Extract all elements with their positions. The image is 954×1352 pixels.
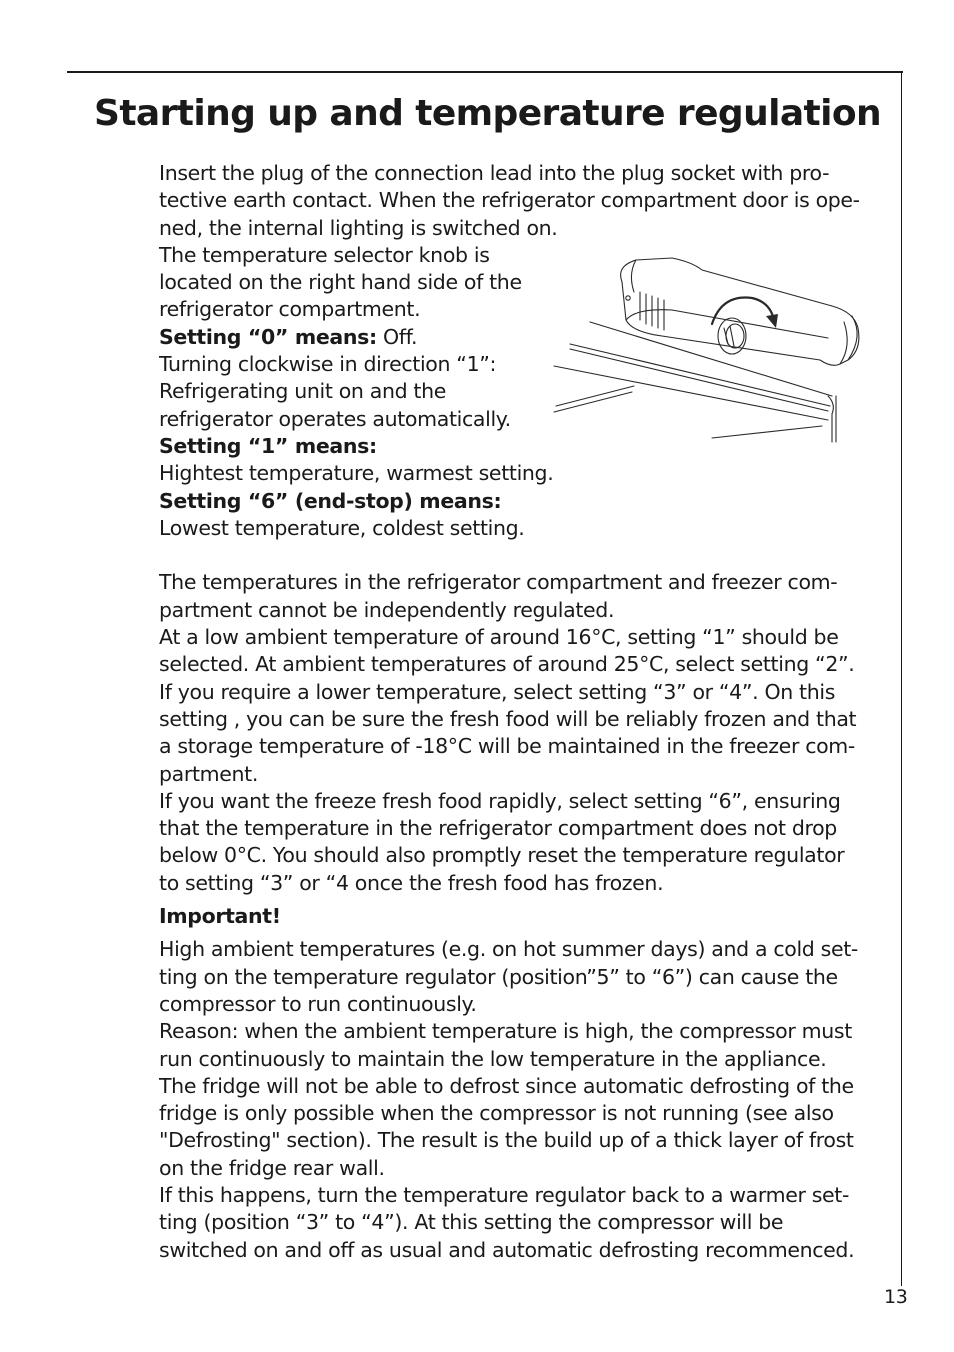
regulation-paragraph bbox=[159, 569, 873, 897]
text-line: selected. At ambient temperatures of around 25°C, select setting “2”. bbox=[159, 652, 855, 677]
text-line: ned, the internal lighting is switched on. bbox=[159, 215, 558, 240]
housing-seam bbox=[631, 260, 636, 292]
page-title: Starting up and temperature regulation bbox=[94, 93, 882, 134]
housing-end bbox=[840, 322, 847, 364]
intro-paragraph bbox=[159, 160, 873, 242]
text-line: The temperatures in the refrigerator compartment and freezer com- bbox=[159, 570, 838, 595]
text-line: If you require a lower temperature, select setting “3” or “4”. On this bbox=[159, 679, 836, 704]
setting-1-label: Setting “1” means: bbox=[159, 433, 377, 458]
text-line: fridge is only possible when the compressor is not running (see also bbox=[159, 1101, 834, 1126]
text-line: located on the right hand side of the bbox=[159, 270, 522, 295]
setting-6-label: Setting “6” (end-stop) means: bbox=[159, 488, 502, 513]
text-line: below 0°C. You should also promptly reset the temperature regulator bbox=[159, 843, 845, 868]
housing-seam bbox=[626, 310, 828, 338]
text-line: refrigerator compartment. bbox=[159, 297, 421, 322]
rail-line bbox=[590, 322, 832, 396]
text-line: to setting “3” or “4 once the fresh food has frozen. bbox=[159, 870, 664, 895]
thermostat-knob-illustration bbox=[552, 236, 868, 446]
wall-edge bbox=[828, 396, 833, 442]
text-line: The temperature selector knob is bbox=[159, 242, 490, 267]
text-line: refrigerator operates automatically. bbox=[159, 406, 511, 431]
shelf-line bbox=[556, 386, 634, 406]
paragraph-gap bbox=[159, 542, 873, 569]
text-line: partment cannot be independently regulated. bbox=[159, 597, 615, 622]
text-line: If this happens, turn the temperature regulator back to a warmer set- bbox=[159, 1182, 850, 1207]
knob-grip bbox=[730, 326, 734, 346]
shelf-line bbox=[554, 392, 632, 412]
shelf-line bbox=[554, 366, 828, 420]
text-line: High ambient temperatures (e.g. on hot summer days) and a cold set- bbox=[159, 937, 858, 962]
rail-line bbox=[570, 349, 828, 411]
setting-0-label: Setting “0” means: bbox=[159, 324, 377, 349]
text-line: At a low ambient temperature of around 16°C, setting “1” should be bbox=[159, 625, 839, 650]
side-rule bbox=[901, 71, 902, 1286]
page-number: 13 bbox=[884, 1286, 908, 1308]
text-line: Reason: when the ambient temperature is high, the compressor must bbox=[159, 1019, 852, 1044]
text-line: that the temperature in the refrigerator compartment does not drop bbox=[159, 816, 837, 841]
text-line: If you want the freeze fresh food rapidly, select setting “6”, ensuring bbox=[159, 788, 841, 813]
text-line: Insert the plug of the connection lead into the plug socket with pro- bbox=[159, 161, 830, 185]
setting-6-text: Lowest temperature, coldest setting. bbox=[159, 515, 525, 540]
knob-face bbox=[726, 324, 744, 348]
important-paragraph bbox=[159, 936, 873, 1264]
important-heading: Important! bbox=[159, 904, 281, 929]
text-line: partment. bbox=[159, 761, 259, 786]
text-line: run continuously to maintain the low temperature in the appliance. bbox=[159, 1046, 827, 1071]
text-line: compressor to run continuously. bbox=[159, 991, 477, 1016]
rotation-arrow bbox=[712, 298, 774, 324]
text-line: ting (position “3” to “4”). At this setting the compressor will be bbox=[159, 1210, 784, 1235]
arrow-head bbox=[766, 314, 778, 328]
rail-line bbox=[570, 344, 830, 406]
text-line: ting on the temperature regulator (position”5” to “6”) can cause the bbox=[159, 964, 838, 989]
text-line: setting , you can be sure the fresh food will be reliably frozen and that bbox=[159, 706, 857, 731]
setting-1-text: Hightest temperature, warmest setting. bbox=[159, 461, 554, 486]
setting-0-text: Off. bbox=[376, 324, 418, 349]
text-line: The fridge will not be able to defrost since automatic defrosting of the bbox=[159, 1073, 854, 1098]
housing-screw bbox=[626, 296, 630, 300]
shelf-line bbox=[712, 426, 822, 438]
text-line: tective earth contact. When the refrigerator compartment door is ope- bbox=[159, 188, 860, 213]
text-line: on the fridge rear wall. bbox=[159, 1155, 385, 1180]
text-line: "Defrosting" section). The result is the build up of a thick layer of frost bbox=[159, 1128, 854, 1153]
text-line: a storage temperature of -18°C will be maintained in the freezer com- bbox=[159, 734, 855, 759]
text-line: switched on and off as usual and automatic defrosting recommenced. bbox=[159, 1237, 855, 1262]
top-rule bbox=[67, 71, 903, 73]
text-line: Turning clockwise in direction “1”: bbox=[159, 352, 497, 377]
text-line: Refrigerating unit on and the bbox=[159, 379, 447, 404]
thermostat-housing bbox=[621, 258, 859, 365]
